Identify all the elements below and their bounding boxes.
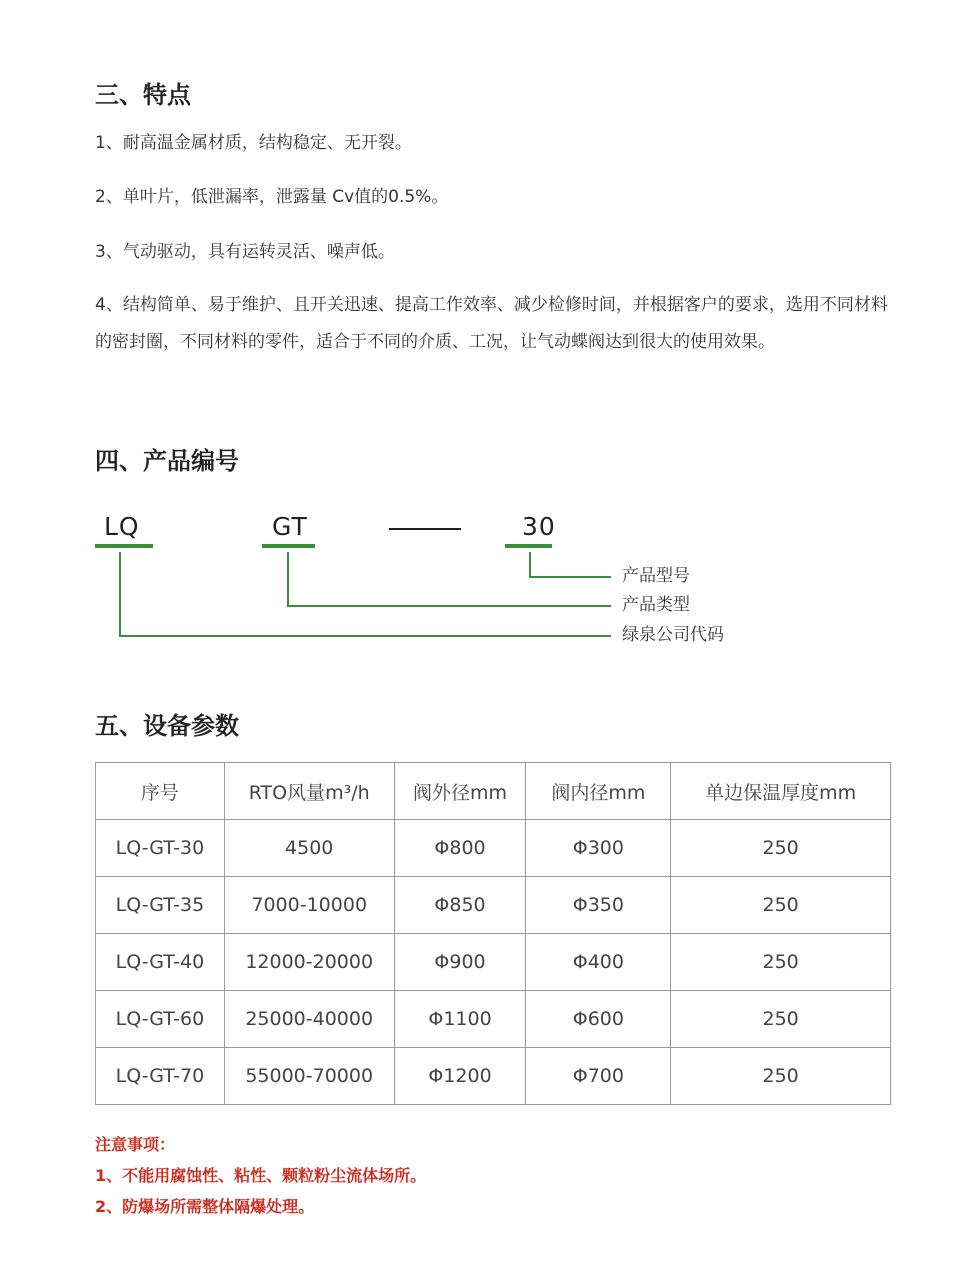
table-cell: 55000-70000 [224,1048,394,1105]
table-cell: 250 [671,991,891,1048]
table-cell: LQ-GT-30 [96,820,225,877]
code-segment-model: 30 [522,512,556,541]
table-cell: 250 [671,934,891,991]
table-cell: 4500 [224,820,394,877]
table-row [96,820,891,877]
table-cell: Φ300 [526,820,671,877]
connector-line [119,635,611,637]
feature-item: 4、结构简单、易于维护、且开关迅速、提高工作效率、减少检修时间，并根据客户的要求，选用不同材料的密封圈，不同材料的零件，适合于不同的介质、工况，让气动蝶阀达到很大的使用效果。 [95,295,888,352]
caption-company: 绿泉公司代码 [622,625,724,645]
code-underline [505,544,552,548]
column-header: 序号 [96,763,225,820]
connector-line [287,552,289,607]
feature-item: 1、耐高温金属材质，结构稳定、无开裂。 [95,133,412,153]
table-cell: LQ-GT-60 [96,991,225,1048]
connector-line [287,605,611,607]
table-cell: LQ-GT-40 [96,934,225,991]
table-cell: 25000-40000 [224,991,394,1048]
note-item: 2、防爆场所需整体隔爆处理。 [95,1197,315,1216]
table-row [96,1048,891,1105]
caption-type: 产品类型 [622,595,690,615]
feature-item: 3、气动驱动，具有运转灵活、噪声低。 [95,242,395,262]
connector-line [529,576,611,578]
caption-model: 产品型号 [622,566,690,586]
code-separator-dash [389,528,461,530]
table-cell: Φ1200 [394,1048,526,1105]
column-header: 单边保温厚度mm [671,763,891,820]
table-row [96,934,891,991]
column-header: 阀外径mm [394,763,526,820]
column-header: 阀内径mm [526,763,671,820]
table-cell: 250 [671,877,891,934]
note-item: 1、不能用腐蚀性、粘性、颗粒粉尘流体场所。 [95,1166,427,1185]
code-segment-company: LQ [104,512,140,541]
table-cell: Φ700 [526,1048,671,1105]
table-cell: Φ400 [526,934,671,991]
table-cell: 250 [671,1048,891,1105]
table-cell: 7000-10000 [224,877,394,934]
product-code-heading: 四、产品编号 [95,447,239,475]
features-heading: 三、特点 [95,81,191,109]
table-cell: Φ1100 [394,991,526,1048]
table-cell: LQ-GT-35 [96,877,225,934]
params-table [95,762,891,1105]
feature-item: 2、单叶片，低泄漏率，泄露量 Cv值的0.5%。 [95,187,449,207]
table-cell: 250 [671,820,891,877]
code-underline [95,544,153,548]
code-underline [262,544,315,548]
table-cell: LQ-GT-70 [96,1048,225,1105]
connector-line [119,552,121,637]
code-segment-type: GT [272,512,308,541]
table-cell: Φ800 [394,820,526,877]
table-header-row [96,763,891,820]
table-cell: Φ900 [394,934,526,991]
column-header: RTO风量m³/h [224,763,394,820]
table-cell: Φ350 [526,877,671,934]
table-cell: Φ600 [526,991,671,1048]
table-row [96,991,891,1048]
table-cell: 12000-20000 [224,934,394,991]
notes-title: 注意事项： [95,1135,176,1154]
table-cell: Φ850 [394,877,526,934]
connector-line [529,552,531,578]
table-row [96,877,891,934]
params-heading: 五、设备参数 [95,712,239,740]
